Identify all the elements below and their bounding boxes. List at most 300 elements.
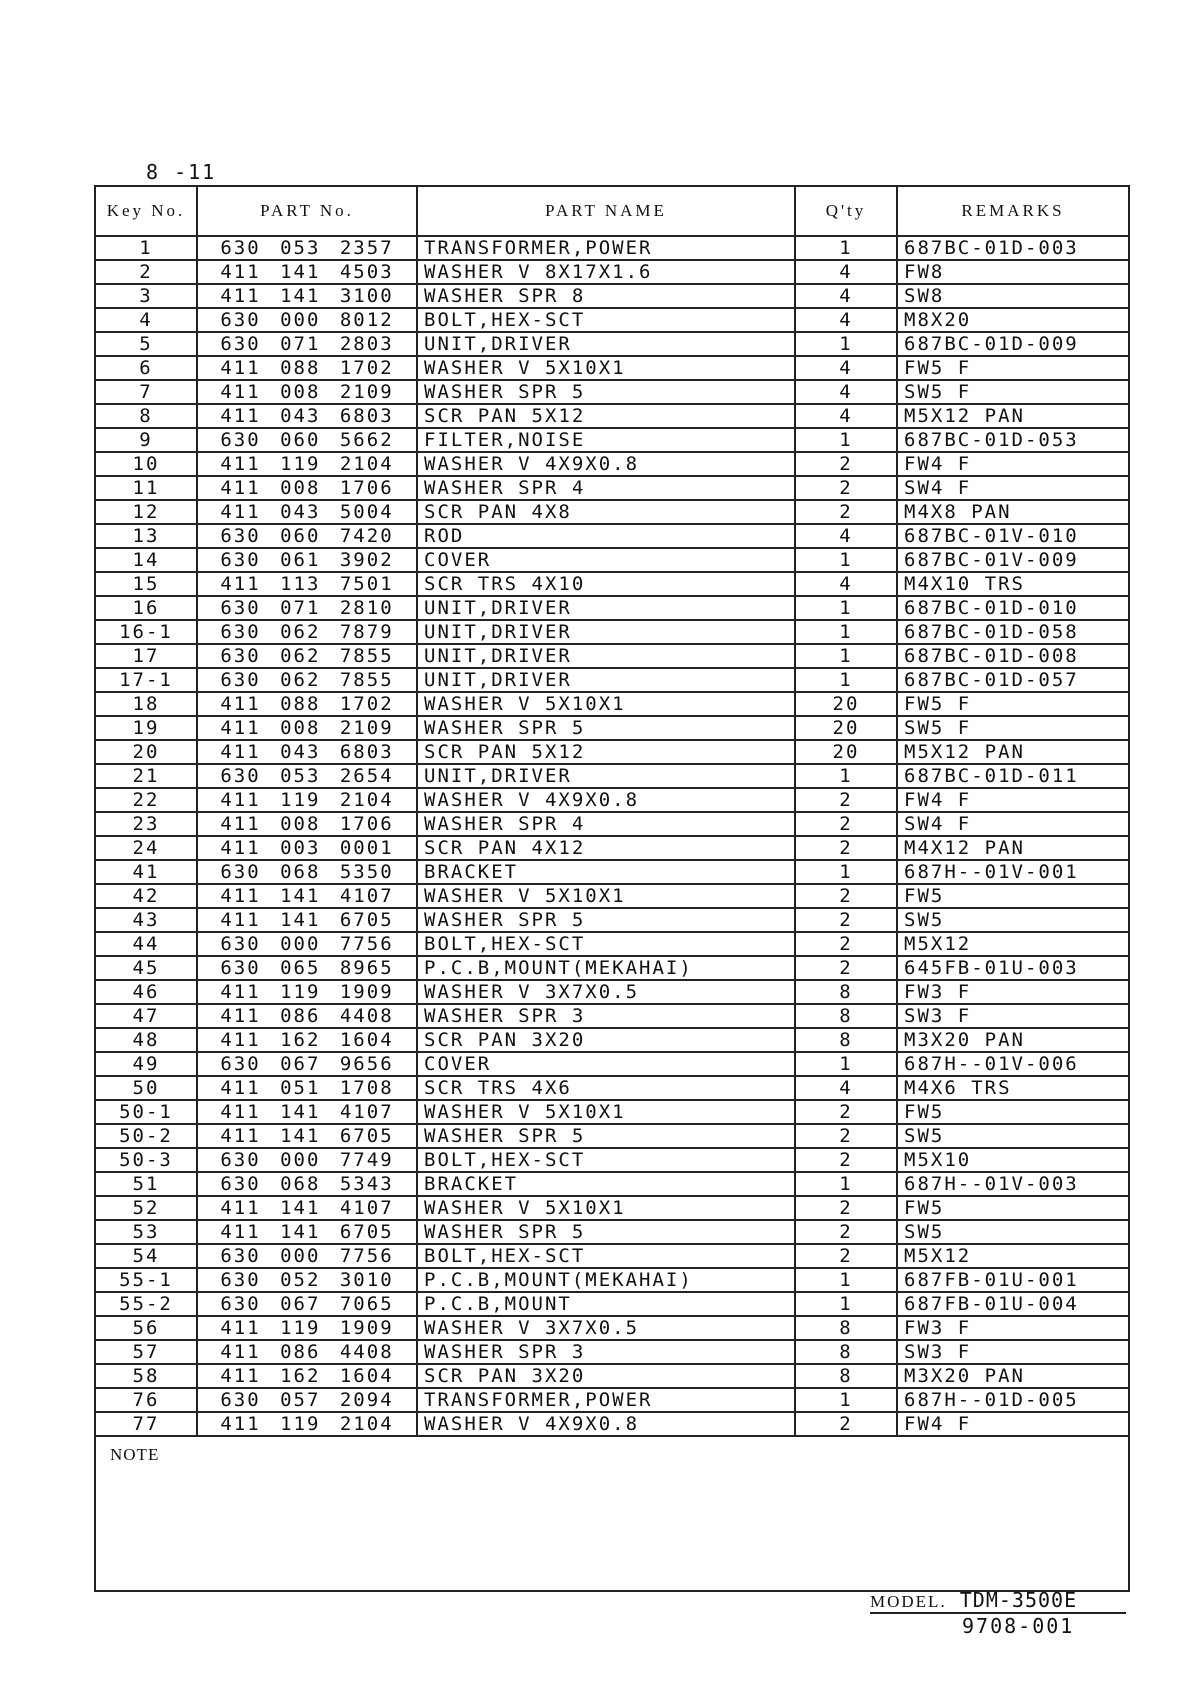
table-row <box>95 620 1129 644</box>
table-row <box>95 716 1129 740</box>
key-no-cell: 20 <box>95 740 197 764</box>
remarks-cell: SW8 <box>897 284 1129 308</box>
qty-cell: 8 <box>795 1028 897 1052</box>
part-name-cell: TRANSFORMER,POWER <box>417 1388 795 1412</box>
part-name-cell: WASHER V 4X9X0.8 <box>417 1412 795 1436</box>
part-name-cell: WASHER SPR 4 <box>417 476 795 500</box>
key-no-cell: 76 <box>95 1388 197 1412</box>
qty-cell: 20 <box>795 692 897 716</box>
remarks-cell: 687H--01V-003 <box>897 1172 1129 1196</box>
part-no-cell: 630 052 3010 <box>197 1268 417 1292</box>
qty-cell: 2 <box>795 1244 897 1268</box>
key-no-cell: 54 <box>95 1244 197 1268</box>
qty-cell: 2 <box>795 812 897 836</box>
part-name-cell: WASHER SPR 5 <box>417 1124 795 1148</box>
part-no-cell: 411 119 2104 <box>197 1412 417 1436</box>
key-no-cell: 24 <box>95 836 197 860</box>
document-number: 9708-001 <box>962 1614 1075 1638</box>
key-no-cell: 49 <box>95 1052 197 1076</box>
part-name-cell: WASHER V 8X17X1.6 <box>417 260 795 284</box>
part-no-cell: 630 053 2654 <box>197 764 417 788</box>
remarks-cell: 687FB-01U-004 <box>897 1292 1129 1316</box>
part-no-cell: 630 071 2803 <box>197 332 417 356</box>
part-name-cell: WASHER SPR 5 <box>417 716 795 740</box>
qty-cell: 4 <box>795 524 897 548</box>
part-name-cell: WASHER V 5X10X1 <box>417 692 795 716</box>
key-no-cell: 3 <box>95 284 197 308</box>
remarks-cell: FW4 F <box>897 452 1129 476</box>
qty-cell: 1 <box>795 428 897 452</box>
remarks-cell: SW5 F <box>897 716 1129 740</box>
part-no-cell: 630 000 8012 <box>197 308 417 332</box>
part-name-cell: SCR PAN 4X12 <box>417 836 795 860</box>
qty-cell: 1 <box>795 548 897 572</box>
part-no-cell: 411 043 6803 <box>197 404 417 428</box>
key-no-cell: 9 <box>95 428 197 452</box>
table-row <box>95 452 1129 476</box>
model-line <box>870 1588 1126 1614</box>
part-name-cell: WASHER SPR 3 <box>417 1004 795 1028</box>
part-name-cell: P.C.B,MOUNT(MEKAHAI) <box>417 1268 795 1292</box>
part-name-cell: BRACKET <box>417 860 795 884</box>
part-no-cell: 411 086 4408 <box>197 1340 417 1364</box>
part-no-cell: 411 141 6705 <box>197 1124 417 1148</box>
table-row <box>95 644 1129 668</box>
qty-cell: 2 <box>795 956 897 980</box>
remarks-cell: 687H--01V-006 <box>897 1052 1129 1076</box>
key-no-cell: 10 <box>95 452 197 476</box>
key-no-cell: 12 <box>95 500 197 524</box>
remarks-cell: M4X6 TRS <box>897 1076 1129 1100</box>
part-name-cell: BOLT,HEX-SCT <box>417 308 795 332</box>
key-no-cell: 48 <box>95 1028 197 1052</box>
part-no-cell: 411 008 2109 <box>197 716 417 740</box>
remarks-cell: M4X12 PAN <box>897 836 1129 860</box>
part-no-cell: 630 068 5343 <box>197 1172 417 1196</box>
qty-cell: 4 <box>795 356 897 380</box>
header-remarks: REMARKS <box>897 186 1129 236</box>
part-no-cell: 630 067 7065 <box>197 1292 417 1316</box>
qty-cell: 1 <box>795 644 897 668</box>
part-no-cell: 630 071 2810 <box>197 596 417 620</box>
part-name-cell: SCR TRS 4X6 <box>417 1076 795 1100</box>
header-row <box>95 186 1129 236</box>
remarks-cell: SW5 F <box>897 380 1129 404</box>
qty-cell: 1 <box>795 596 897 620</box>
remarks-cell: M5X12 PAN <box>897 740 1129 764</box>
remarks-cell: 687FB-01U-001 <box>897 1268 1129 1292</box>
table-row <box>95 740 1129 764</box>
key-no-cell: 5 <box>95 332 197 356</box>
qty-cell: 8 <box>795 1340 897 1364</box>
part-no-cell: 630 067 9656 <box>197 1052 417 1076</box>
part-no-cell: 630 068 5350 <box>197 860 417 884</box>
note-row <box>95 1436 1129 1591</box>
remarks-cell: 687BC-01D-008 <box>897 644 1129 668</box>
key-no-cell: 41 <box>95 860 197 884</box>
part-no-cell: 411 043 6803 <box>197 740 417 764</box>
key-no-cell: 15 <box>95 572 197 596</box>
table-row <box>95 1124 1129 1148</box>
key-no-cell: 57 <box>95 1340 197 1364</box>
part-name-cell: SCR PAN 5X12 <box>417 740 795 764</box>
qty-cell: 1 <box>795 860 897 884</box>
part-name-cell: WASHER SPR 3 <box>417 1340 795 1364</box>
key-no-cell: 16 <box>95 596 197 620</box>
remarks-cell: FW5 <box>897 884 1129 908</box>
part-name-cell: WASHER SPR 5 <box>417 908 795 932</box>
key-no-cell: 4 <box>95 308 197 332</box>
qty-cell: 1 <box>795 1172 897 1196</box>
key-no-cell: 43 <box>95 908 197 932</box>
remarks-cell: FW4 F <box>897 1412 1129 1436</box>
part-no-cell: 411 088 1702 <box>197 692 417 716</box>
table-row <box>95 692 1129 716</box>
qty-cell: 4 <box>795 260 897 284</box>
table-row <box>95 980 1129 1004</box>
remarks-cell: FW5 F <box>897 692 1129 716</box>
part-no-cell: 411 141 6705 <box>197 908 417 932</box>
table-row <box>95 1148 1129 1172</box>
header-part-name: PART NAME <box>417 186 795 236</box>
remarks-cell: M4X8 PAN <box>897 500 1129 524</box>
table-row <box>95 308 1129 332</box>
part-name-cell: BOLT,HEX-SCT <box>417 1148 795 1172</box>
part-name-cell: COVER <box>417 1052 795 1076</box>
qty-cell: 8 <box>795 1316 897 1340</box>
part-name-cell: WASHER V 5X10X1 <box>417 1100 795 1124</box>
qty-cell: 8 <box>795 1364 897 1388</box>
part-name-cell: WASHER V 3X7X0.5 <box>417 1316 795 1340</box>
part-no-cell: 411 113 7501 <box>197 572 417 596</box>
table-row <box>95 668 1129 692</box>
part-no-cell: 630 060 5662 <box>197 428 417 452</box>
table-row <box>95 1292 1129 1316</box>
qty-cell: 2 <box>795 788 897 812</box>
table-row <box>95 1220 1129 1244</box>
qty-cell: 1 <box>795 1292 897 1316</box>
key-no-cell: 13 <box>95 524 197 548</box>
part-name-cell: TRANSFORMER,POWER <box>417 236 795 260</box>
remarks-cell: 687BC-01D-009 <box>897 332 1129 356</box>
qty-cell: 1 <box>795 1388 897 1412</box>
part-name-cell: WASHER SPR 8 <box>417 284 795 308</box>
key-no-cell: 8 <box>95 404 197 428</box>
part-no-cell: 411 141 4107 <box>197 1196 417 1220</box>
part-name-cell: UNIT,DRIVER <box>417 764 795 788</box>
key-no-cell: 58 <box>95 1364 197 1388</box>
key-no-cell: 46 <box>95 980 197 1004</box>
qty-cell: 2 <box>795 836 897 860</box>
key-no-cell: 22 <box>95 788 197 812</box>
key-no-cell: 56 <box>95 1316 197 1340</box>
remarks-cell: SW4 F <box>897 812 1129 836</box>
table-row <box>95 908 1129 932</box>
key-no-cell: 17-1 <box>95 668 197 692</box>
table-row <box>95 476 1129 500</box>
remarks-cell: SW5 <box>897 1220 1129 1244</box>
part-no-cell: 411 008 2109 <box>197 380 417 404</box>
part-no-cell: 411 043 5004 <box>197 500 417 524</box>
part-no-cell: 411 086 4408 <box>197 1004 417 1028</box>
key-no-cell: 2 <box>95 260 197 284</box>
qty-cell: 4 <box>795 308 897 332</box>
remarks-cell: M5X10 <box>897 1148 1129 1172</box>
part-name-cell: SCR PAN 4X8 <box>417 500 795 524</box>
table-row <box>95 956 1129 980</box>
table-row <box>95 932 1129 956</box>
remarks-cell: 687BC-01D-003 <box>897 236 1129 260</box>
part-name-cell: SCR PAN 3X20 <box>417 1028 795 1052</box>
part-no-cell: 411 051 1708 <box>197 1076 417 1100</box>
remarks-cell: FW5 <box>897 1100 1129 1124</box>
qty-cell: 4 <box>795 380 897 404</box>
part-name-cell: BOLT,HEX-SCT <box>417 1244 795 1268</box>
remarks-cell: M8X20 <box>897 308 1129 332</box>
part-no-cell: 630 062 7855 <box>197 668 417 692</box>
qty-cell: 4 <box>795 1076 897 1100</box>
part-name-cell: ROD <box>417 524 795 548</box>
remarks-cell: 687BC-01D-010 <box>897 596 1129 620</box>
table-row <box>95 572 1129 596</box>
key-no-cell: 55-2 <box>95 1292 197 1316</box>
key-no-cell: 18 <box>95 692 197 716</box>
part-no-cell: 630 062 7855 <box>197 644 417 668</box>
key-no-cell: 45 <box>95 956 197 980</box>
part-no-cell: 630 053 2357 <box>197 236 417 260</box>
part-name-cell: COVER <box>417 548 795 572</box>
remarks-cell: 687BC-01V-010 <box>897 524 1129 548</box>
part-no-cell: 630 065 8965 <box>197 956 417 980</box>
part-no-cell: 411 003 0001 <box>197 836 417 860</box>
key-no-cell: 14 <box>95 548 197 572</box>
part-no-cell: 411 141 4503 <box>197 260 417 284</box>
table-row <box>95 260 1129 284</box>
part-no-cell: 411 162 1604 <box>197 1364 417 1388</box>
part-no-cell: 411 119 2104 <box>197 788 417 812</box>
part-name-cell: SCR TRS 4X10 <box>417 572 795 596</box>
part-name-cell: UNIT,DRIVER <box>417 644 795 668</box>
part-no-cell: 411 008 1706 <box>197 812 417 836</box>
part-no-cell: 630 060 7420 <box>197 524 417 548</box>
part-name-cell: UNIT,DRIVER <box>417 596 795 620</box>
qty-cell: 1 <box>795 1268 897 1292</box>
qty-cell: 20 <box>795 740 897 764</box>
part-no-cell: 411 141 6705 <box>197 1220 417 1244</box>
header-qty: Q'ty <box>795 186 897 236</box>
model-label: MODEL. <box>870 1592 947 1611</box>
table-row <box>95 1004 1129 1028</box>
part-name-cell: SCR PAN 5X12 <box>417 404 795 428</box>
table-row <box>95 428 1129 452</box>
remarks-cell: 687BC-01D-053 <box>897 428 1129 452</box>
remarks-cell: 687BC-01D-057 <box>897 668 1129 692</box>
part-no-cell: 411 119 2104 <box>197 452 417 476</box>
part-name-cell: WASHER SPR 5 <box>417 380 795 404</box>
header-part-no: PART No. <box>197 186 417 236</box>
part-name-cell: WASHER V 4X9X0.8 <box>417 452 795 476</box>
remarks-cell: SW3 F <box>897 1340 1129 1364</box>
key-no-cell: 42 <box>95 884 197 908</box>
remarks-cell: FW4 F <box>897 788 1129 812</box>
table-row <box>95 1244 1129 1268</box>
part-no-cell: 411 119 1909 <box>197 1316 417 1340</box>
qty-cell: 2 <box>795 1124 897 1148</box>
table-row <box>95 764 1129 788</box>
table-row <box>95 1388 1129 1412</box>
table-row <box>95 1316 1129 1340</box>
key-no-cell: 50-3 <box>95 1148 197 1172</box>
table-row <box>95 596 1129 620</box>
key-no-cell: 47 <box>95 1004 197 1028</box>
key-no-cell: 50 <box>95 1076 197 1100</box>
key-no-cell: 1 <box>95 236 197 260</box>
part-name-cell: WASHER V 3X7X0.5 <box>417 980 795 1004</box>
qty-cell: 4 <box>795 404 897 428</box>
remarks-cell: M5X12 <box>897 1244 1129 1268</box>
qty-cell: 2 <box>795 500 897 524</box>
qty-cell: 2 <box>795 1412 897 1436</box>
table-row <box>95 500 1129 524</box>
table-row <box>95 236 1129 260</box>
qty-cell: 4 <box>795 572 897 596</box>
remarks-cell: FW8 <box>897 260 1129 284</box>
qty-cell: 2 <box>795 1100 897 1124</box>
part-name-cell: WASHER V 5X10X1 <box>417 1196 795 1220</box>
remarks-cell: SW5 <box>897 908 1129 932</box>
key-no-cell: 21 <box>95 764 197 788</box>
remarks-cell: 687H--01V-001 <box>897 860 1129 884</box>
key-no-cell: 50-1 <box>95 1100 197 1124</box>
remarks-cell: M5X12 PAN <box>897 404 1129 428</box>
part-no-cell: 411 162 1604 <box>197 1028 417 1052</box>
part-no-cell: 411 141 3100 <box>197 284 417 308</box>
qty-cell: 2 <box>795 1148 897 1172</box>
part-no-cell: 411 119 1909 <box>197 980 417 1004</box>
key-no-cell: 52 <box>95 1196 197 1220</box>
qty-cell: 2 <box>795 884 897 908</box>
remarks-cell: SW5 <box>897 1124 1129 1148</box>
qty-cell: 1 <box>795 1052 897 1076</box>
qty-cell: 1 <box>795 236 897 260</box>
table-row <box>95 356 1129 380</box>
key-no-cell: 16-1 <box>95 620 197 644</box>
part-no-cell: 630 000 7756 <box>197 932 417 956</box>
part-no-cell: 630 057 2094 <box>197 1388 417 1412</box>
qty-cell: 8 <box>795 980 897 1004</box>
part-name-cell: WASHER V 5X10X1 <box>417 884 795 908</box>
part-name-cell: UNIT,DRIVER <box>417 668 795 692</box>
key-no-cell: 44 <box>95 932 197 956</box>
qty-cell: 2 <box>795 1220 897 1244</box>
part-name-cell: WASHER V 5X10X1 <box>417 356 795 380</box>
table-row <box>95 548 1129 572</box>
remarks-cell: SW4 F <box>897 476 1129 500</box>
remarks-cell: 687BC-01D-058 <box>897 620 1129 644</box>
page-number: 8 -11 <box>146 160 217 184</box>
table-row <box>95 1340 1129 1364</box>
table-row <box>95 788 1129 812</box>
header-key-no: Key No. <box>95 186 197 236</box>
qty-cell: 1 <box>795 620 897 644</box>
remarks-cell: 687BC-01V-009 <box>897 548 1129 572</box>
table-row <box>95 1364 1129 1388</box>
qty-cell: 8 <box>795 1004 897 1028</box>
qty-cell: 2 <box>795 932 897 956</box>
key-no-cell: 17 <box>95 644 197 668</box>
part-name-cell: SCR PAN 3X20 <box>417 1364 795 1388</box>
part-name-cell: BOLT,HEX-SCT <box>417 932 795 956</box>
remarks-cell: FW5 F <box>897 356 1129 380</box>
qty-cell: 2 <box>795 452 897 476</box>
remarks-cell: M3X20 PAN <box>897 1364 1129 1388</box>
table-row <box>95 860 1129 884</box>
model-number: TDM-3500E <box>959 1588 1078 1612</box>
part-no-cell: 630 061 3902 <box>197 548 417 572</box>
qty-cell: 4 <box>795 284 897 308</box>
part-no-cell: 411 008 1706 <box>197 476 417 500</box>
remarks-cell: 645FB-01U-003 <box>897 956 1129 980</box>
qty-cell: 1 <box>795 764 897 788</box>
table-row <box>95 1268 1129 1292</box>
table-row <box>95 332 1129 356</box>
qty-cell: 2 <box>795 908 897 932</box>
qty-cell: 20 <box>795 716 897 740</box>
table-row <box>95 1196 1129 1220</box>
remarks-cell: FW3 F <box>897 1316 1129 1340</box>
table-row <box>95 1028 1129 1052</box>
table-row <box>95 404 1129 428</box>
table-row <box>95 1052 1129 1076</box>
table-row <box>95 884 1129 908</box>
part-no-cell: 630 062 7879 <box>197 620 417 644</box>
table-row <box>95 1076 1129 1100</box>
part-name-cell: BRACKET <box>417 1172 795 1196</box>
table-row <box>95 524 1129 548</box>
key-no-cell: 6 <box>95 356 197 380</box>
remarks-cell: M4X10 TRS <box>897 572 1129 596</box>
remarks-cell: FW3 F <box>897 980 1129 1004</box>
qty-cell: 2 <box>795 1196 897 1220</box>
remarks-cell: SW3 F <box>897 1004 1129 1028</box>
key-no-cell: 55-1 <box>95 1268 197 1292</box>
remarks-cell: FW5 <box>897 1196 1129 1220</box>
key-no-cell: 51 <box>95 1172 197 1196</box>
remarks-cell: M5X12 <box>897 932 1129 956</box>
part-no-cell: 411 088 1702 <box>197 356 417 380</box>
key-no-cell: 11 <box>95 476 197 500</box>
part-name-cell: WASHER V 4X9X0.8 <box>417 788 795 812</box>
table-row <box>95 284 1129 308</box>
key-no-cell: 77 <box>95 1412 197 1436</box>
table-row <box>95 836 1129 860</box>
part-name-cell: P.C.B,MOUNT(MEKAHAI) <box>417 956 795 980</box>
qty-cell: 2 <box>795 476 897 500</box>
part-no-cell: 630 000 7749 <box>197 1148 417 1172</box>
part-name-cell: WASHER SPR 5 <box>417 1220 795 1244</box>
qty-cell: 1 <box>795 332 897 356</box>
table-row <box>95 1412 1129 1436</box>
key-no-cell: 50-2 <box>95 1124 197 1148</box>
part-no-cell: 411 141 4107 <box>197 1100 417 1124</box>
part-name-cell: UNIT,DRIVER <box>417 620 795 644</box>
part-name-cell: P.C.B,MOUNT <box>417 1292 795 1316</box>
parts-list-table <box>94 185 1130 1592</box>
table-row <box>95 1100 1129 1124</box>
table-row <box>95 380 1129 404</box>
remarks-cell: M3X20 PAN <box>897 1028 1129 1052</box>
part-name-cell: FILTER,NOISE <box>417 428 795 452</box>
